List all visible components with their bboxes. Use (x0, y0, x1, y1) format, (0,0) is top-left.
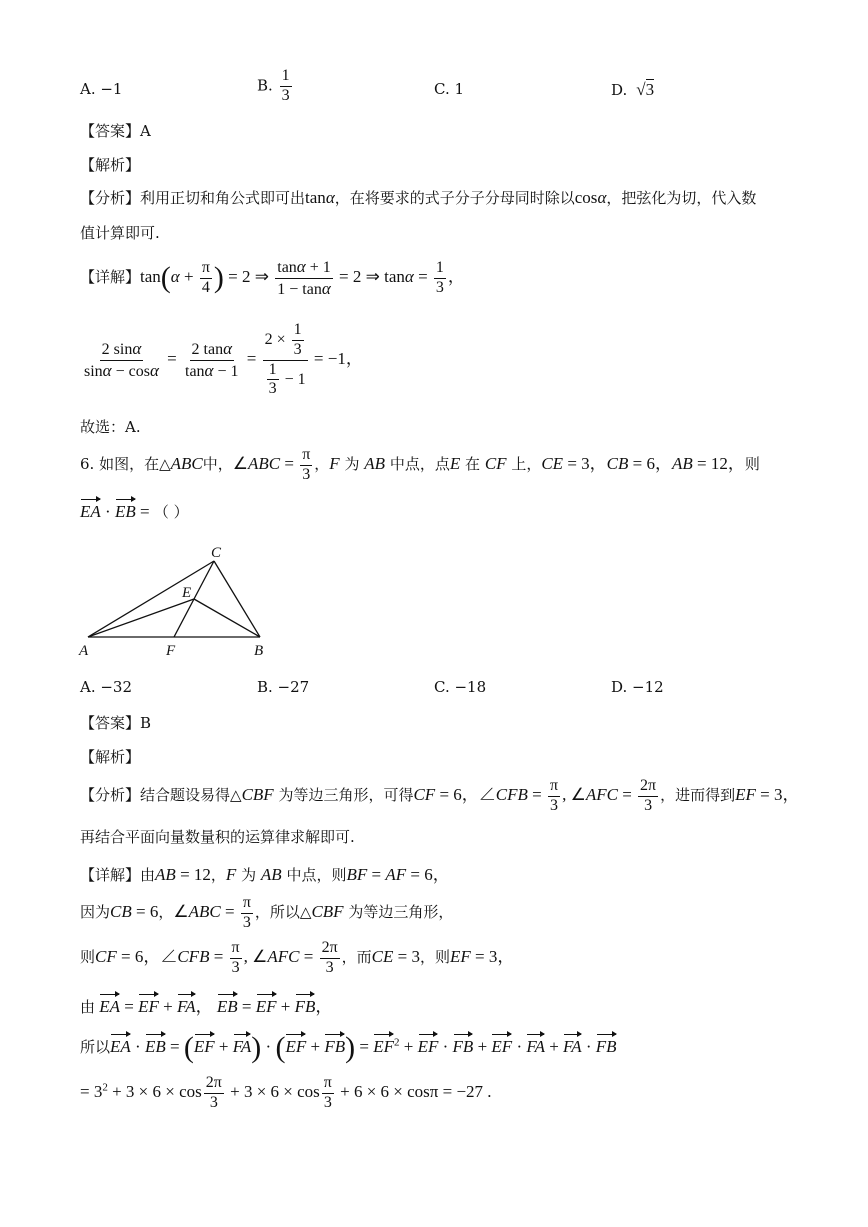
vertex-label-c: C (211, 545, 222, 561)
fenxi-text: 结合题设易得△ (140, 786, 242, 805)
q5-answer: 【答案】A (80, 122, 151, 140)
q5-option-d (611, 80, 654, 100)
fenxi-text: 为等边三角形，可得 (278, 786, 414, 805)
fenxi-text: ，进而得到 (660, 786, 736, 805)
detail-text: 由 (80, 998, 96, 1016)
stem-text: 中， (202, 455, 233, 474)
detail-text: 因为 (80, 903, 111, 922)
answer-blank: （ ） (153, 503, 189, 521)
q6-triangle-figure (74, 540, 274, 660)
q6-stem-line-2: EA · EB = （ ） (80, 502, 189, 521)
q6-detail-line-1: 【详解】由AB = 12，F 为 AB 中点，则BF = AF = 6， (80, 865, 450, 884)
q5-option-d-label: D. (611, 81, 628, 99)
fenxi-text: ，把弦化为切，代入数 (606, 189, 757, 207)
math-expression: $\frac{2 \sin\alpha}{\sin\alpha - \cos\alpha}$ = $\frac{2 \tan\alpha}{\tan\alpha - 1}$ = 2 × $\frac{1}{3}$ $\frac{1}{3}$ − 1 = −1， (84, 321, 363, 398)
fenxi-tag: 【分析】 (80, 189, 141, 207)
detail-text: 则 (80, 948, 96, 967)
q5-option-b-fraction (280, 68, 292, 105)
vertex-label-e: E (182, 585, 192, 601)
detail-text: ，所以△ (254, 903, 312, 922)
q5-option-b (257, 68, 294, 105)
q5-conclusion: 故选：A. (80, 418, 141, 436)
q6-fenxi-line-1: 【分析】结合题设易得△CBF 为等边三角形，可得CF = 6，∠CFB = $\frac{\pi}{3}$ , ∠AFC = $\frac{2\pi}{3}$ ，进而得到EF = 3， (80, 777, 800, 814)
segment-cb (214, 561, 260, 637)
vertex-label-f: F (166, 643, 176, 659)
fenxi-text: 利用正切和角公式即可出 (140, 189, 306, 207)
q6-detail-line-3: 则CF = 6，∠CFB = $\frac{\pi}{3}$ , ∠AFC = $\frac{2\pi}{3}$ ，而CE = 3，则EF = 3， (80, 939, 515, 976)
detail-text: ，则 (420, 948, 451, 967)
sqrt-radicand: 3 (645, 80, 655, 99)
q6-option-a: A. −32 (80, 678, 133, 696)
fraction-numerator: 1 (280, 68, 292, 87)
detail-text: ，而 (341, 948, 372, 967)
q6-option-b: B. −27 (257, 678, 310, 696)
stem-text: 则 (744, 455, 760, 474)
q6-option-c: C. −18 (434, 678, 487, 696)
q6-detail-line-6: = $3^2 + 3 \times 6 \times \cos$ $\frac{2\pi}{3}$ + 3 × 6 × cos $\frac{\pi}{3}$ + 6 × 6 × cosπ = −27 . (80, 1074, 492, 1111)
vertex-label-b: B (254, 643, 264, 659)
detail-text: 中点，则 (286, 866, 347, 884)
q6-detail-line-5: 所以EA · EB = $(EF + FA) \cdot (EF + FB) = EF^2$ + EF · FB + EF · FA + FA · FB (80, 1031, 617, 1064)
detail-tag: 【详解】 (80, 866, 141, 884)
q5-detail-line-1 (80, 258, 465, 299)
stem-text: 6. 如图，在△ (80, 455, 171, 474)
q5-option-b-label: B. (257, 76, 273, 95)
detail-text: ， (210, 866, 226, 884)
detail-tag: 【详解】 (80, 268, 141, 287)
math-expression: tanα (305, 188, 335, 207)
q6-detail-line-2: 因为CB = 6，∠ABC = $\frac{\pi}{3}$ ，所以△CBF 为等边三角形， (80, 894, 454, 931)
stem-text: 在 (465, 455, 481, 474)
q6-analysis-heading: 【解析】 (80, 748, 141, 766)
detail-text: 为等边三角形， (348, 903, 454, 922)
q5-detail-line-2 (80, 322, 363, 398)
stem-text: ， (314, 455, 330, 474)
sqrt-expression: √3 (632, 80, 655, 99)
fraction-denominator: 3 (281, 86, 290, 104)
stem-text: 为 (344, 455, 360, 474)
math-expression: tan(α + $\frac{\pi}{4}$ ) = 2 ⇒ $\frac{\tan\alpha + 1}{1 - \tan\alpha}$ = 2 ⇒ tanα = $\frac{1}{3}$ ， (140, 257, 465, 298)
fenxi-tag: 【分析】 (80, 786, 141, 805)
detail-text: 为 (241, 866, 257, 884)
vertex-label-a: A (79, 643, 89, 659)
q5-analysis-heading: 【解析】 (80, 156, 141, 174)
stem-text: 中点，点 (389, 455, 450, 474)
math-expression: cosα (574, 188, 607, 207)
q5-fenxi-line-2: 值计算即可. (80, 224, 160, 242)
detail-text: 由 (140, 866, 156, 884)
q6-detail-line-4: 由 EA = EF + FA， EB = EF + FB， (80, 997, 333, 1016)
q5-option-a: A. −1 (80, 80, 123, 98)
detail-text: ， (158, 903, 174, 922)
detail-text: 所以 (80, 1037, 111, 1056)
q6-answer: 【答案】B (80, 714, 152, 732)
q6-option-d: D. −12 (611, 678, 664, 696)
q5-fenxi-line-1 (80, 187, 756, 208)
fenxi-text: ，在将要求的式子分子分母同时除以 (334, 189, 575, 207)
q6-stem-line-1: 6. 如图，在△ABC中，∠ABC = $\frac{\pi}{3}$ ，F 为 AB 中点，点E 在 CF 上，CE = 3，CB = 6，AB = 12，则 (80, 446, 760, 483)
q6-fenxi-line-2: 再结合平面向量数量积的运算律求解即可. (80, 828, 355, 846)
stem-text: 上， (511, 455, 542, 474)
segment-eb (194, 599, 260, 637)
q5-option-c: C. 1 (434, 80, 465, 98)
